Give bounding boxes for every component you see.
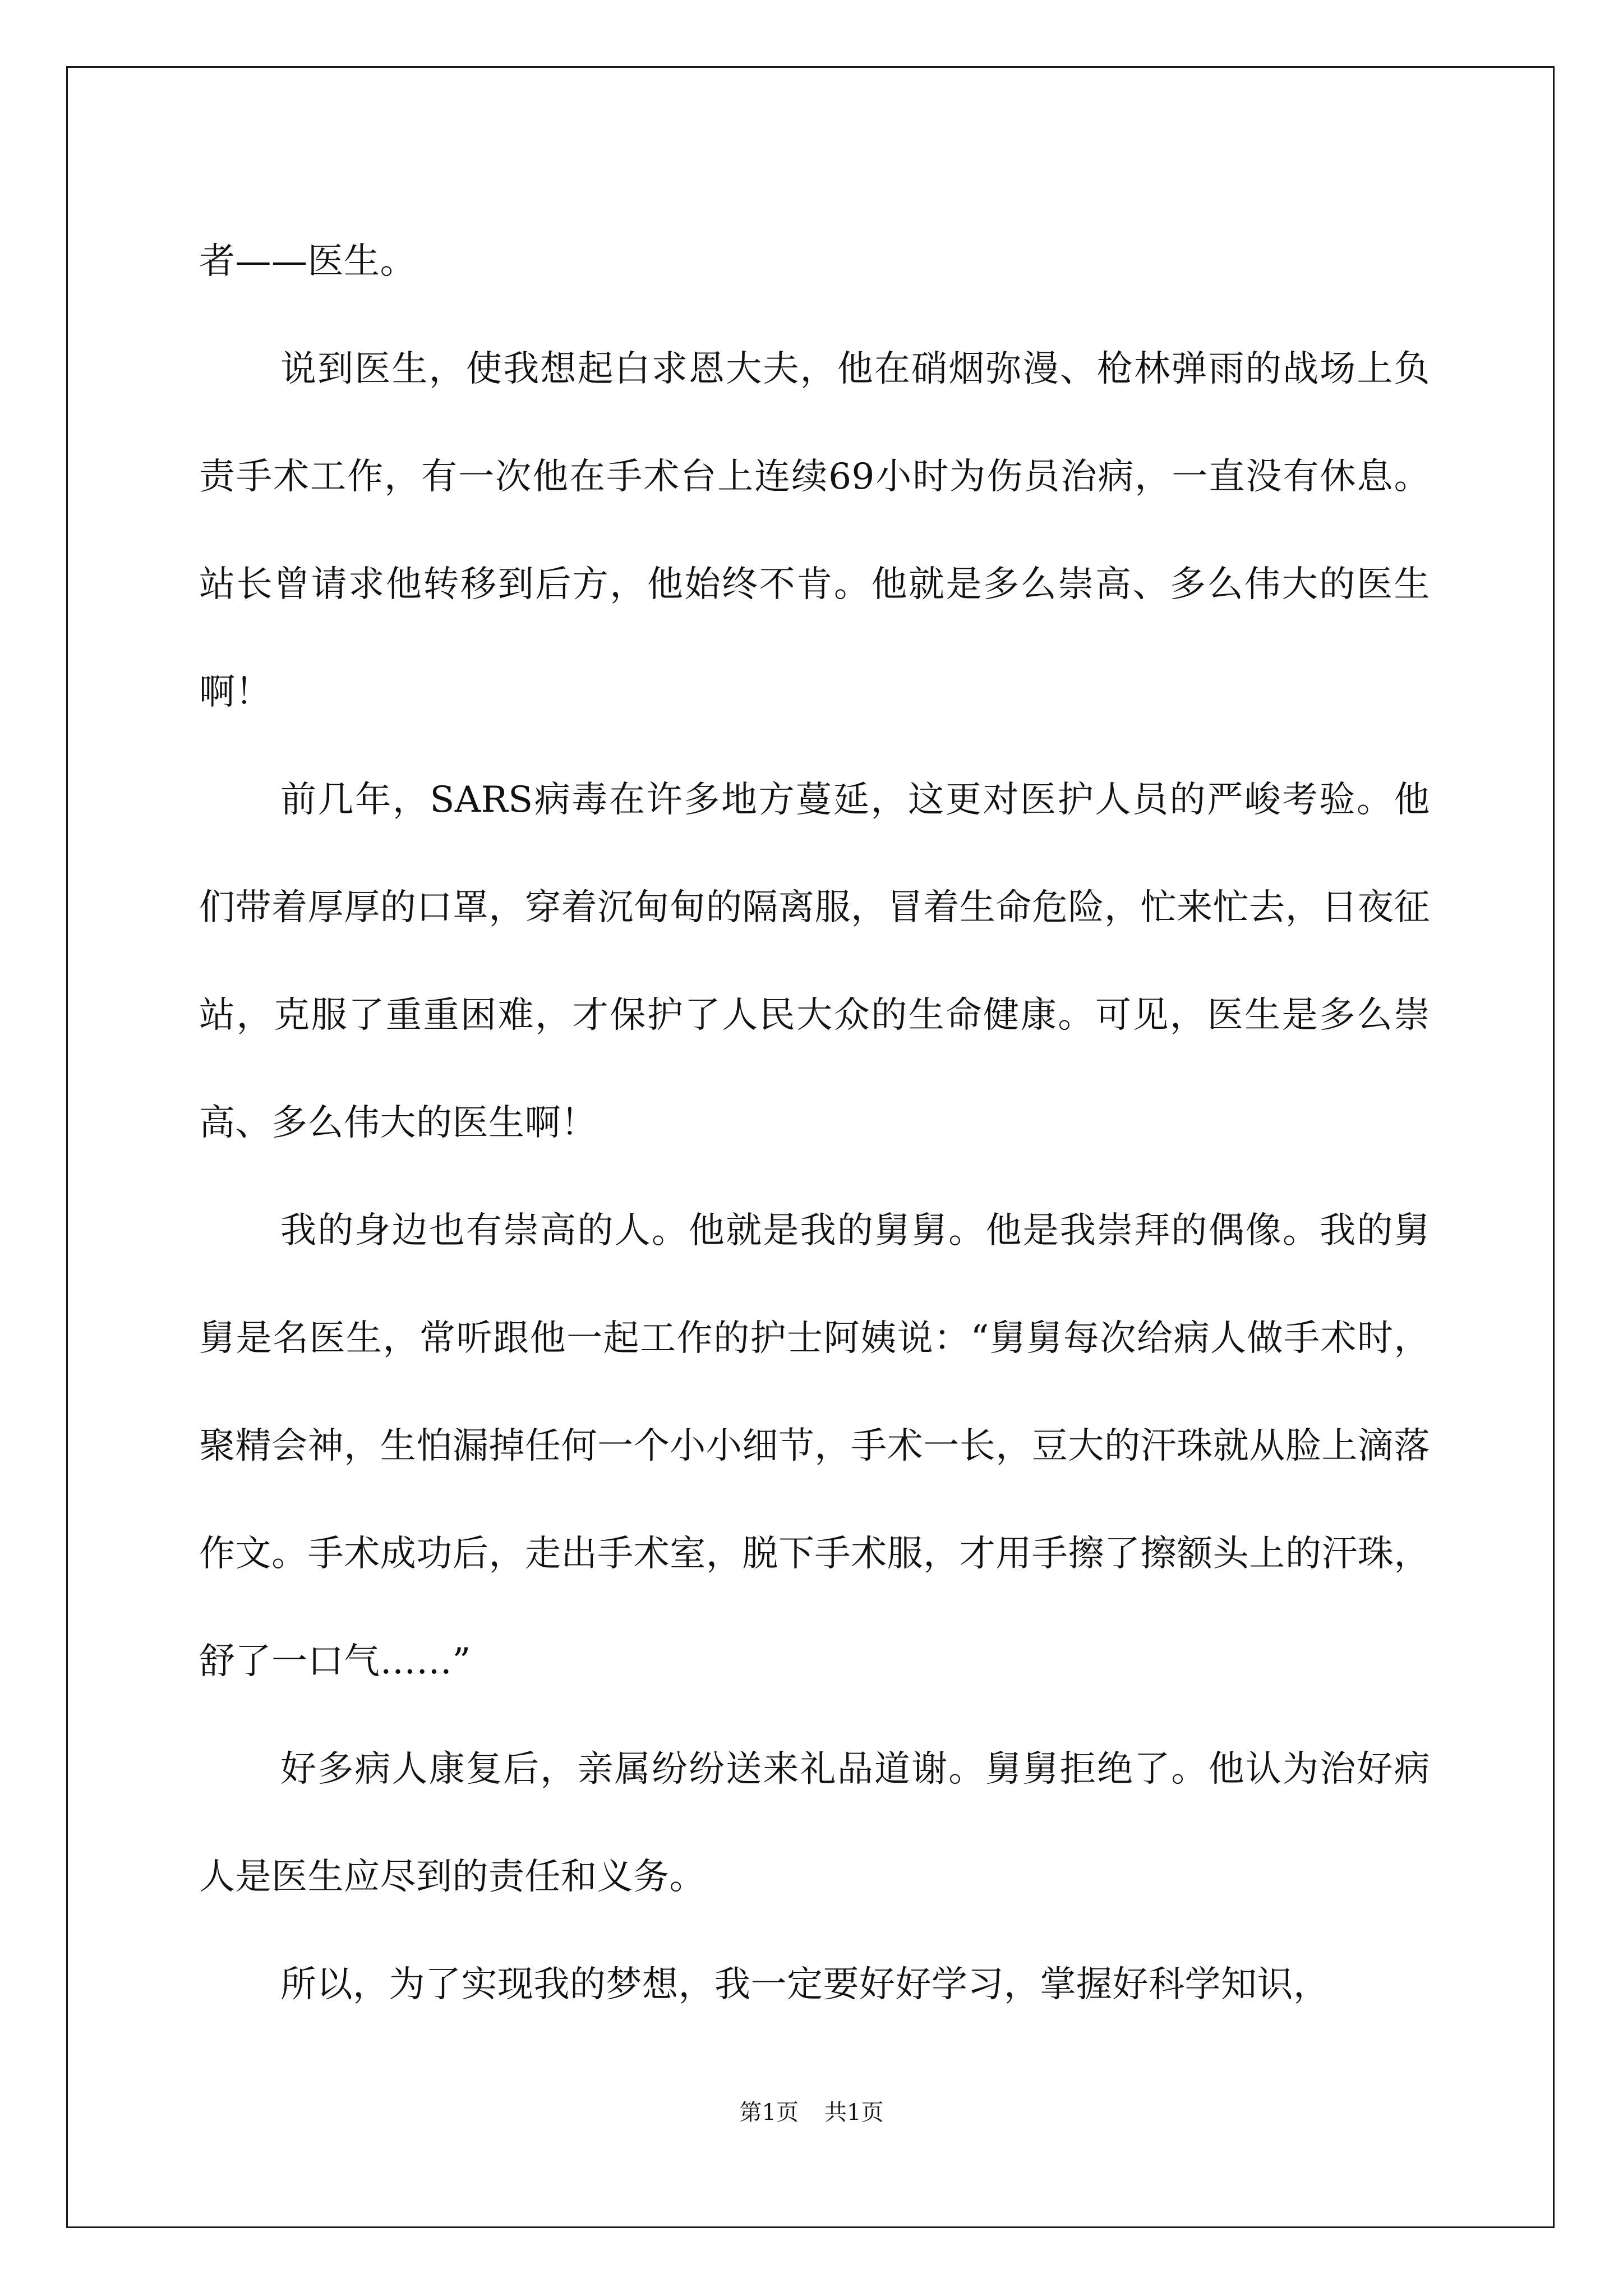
paragraph-bethune: 说到医生，使我想起白求恩大夫，他在硝烟弥漫、枪林弹雨的战场上负责手术工作，有一次他在手术台上连续69小时为伤员治病，一直没有休息。站长曾请求他转移到后方，他始终不肯。他就是多么崇高、多么伟大的医生啊！ [199,348,1430,713]
paragraph-conclusion: 所以，为了实现我的梦想，我一定要好好学习，掌握好科学知识， [280,1964,1330,2005]
page-number: 第1页 [739,2100,799,2125]
document-body [199,208,1430,2039]
paragraph-gifts: 好多病人康复后，亲属纷纷送来礼品道谢。舅舅拒绝了。他认为治好病人是医生应尽到的责任和义务。 [199,1749,1430,1898]
paragraph-uncle: 我的身边也有崇高的人。他就是我的舅舅。他是我崇拜的偶像。我的舅舅是名医生，常听跟他一起工作的护士阿姨说：“舅舅每次给病人做手术时，聚精会神，生怕漏掉任何一个小小细节，手术一长，豆大的汗珠就从脸上滴落作文。手术成功后，走出手术室，脱下手术服，才用手擦了擦额头上的汗珠，舒了一口气……” [199,1210,1430,1682]
paragraph-sars: 前几年，SARS病毒在许多地方蔓延，这更对医护人员的严峻考验。他们带着厚厚的口罩，穿着沉甸甸的隔离服，冒着生命危险，忙来忙去，日夜征站，克服了重重困难，才保护了人民大众的生命健康。可见，医生是多么崇高、多么伟大的医生啊！ [199,779,1430,1144]
page-footer [0,2097,1623,2128]
paragraph-continuation: 者——医生。 [199,241,416,282]
page-total: 共1页 [824,2100,884,2125]
